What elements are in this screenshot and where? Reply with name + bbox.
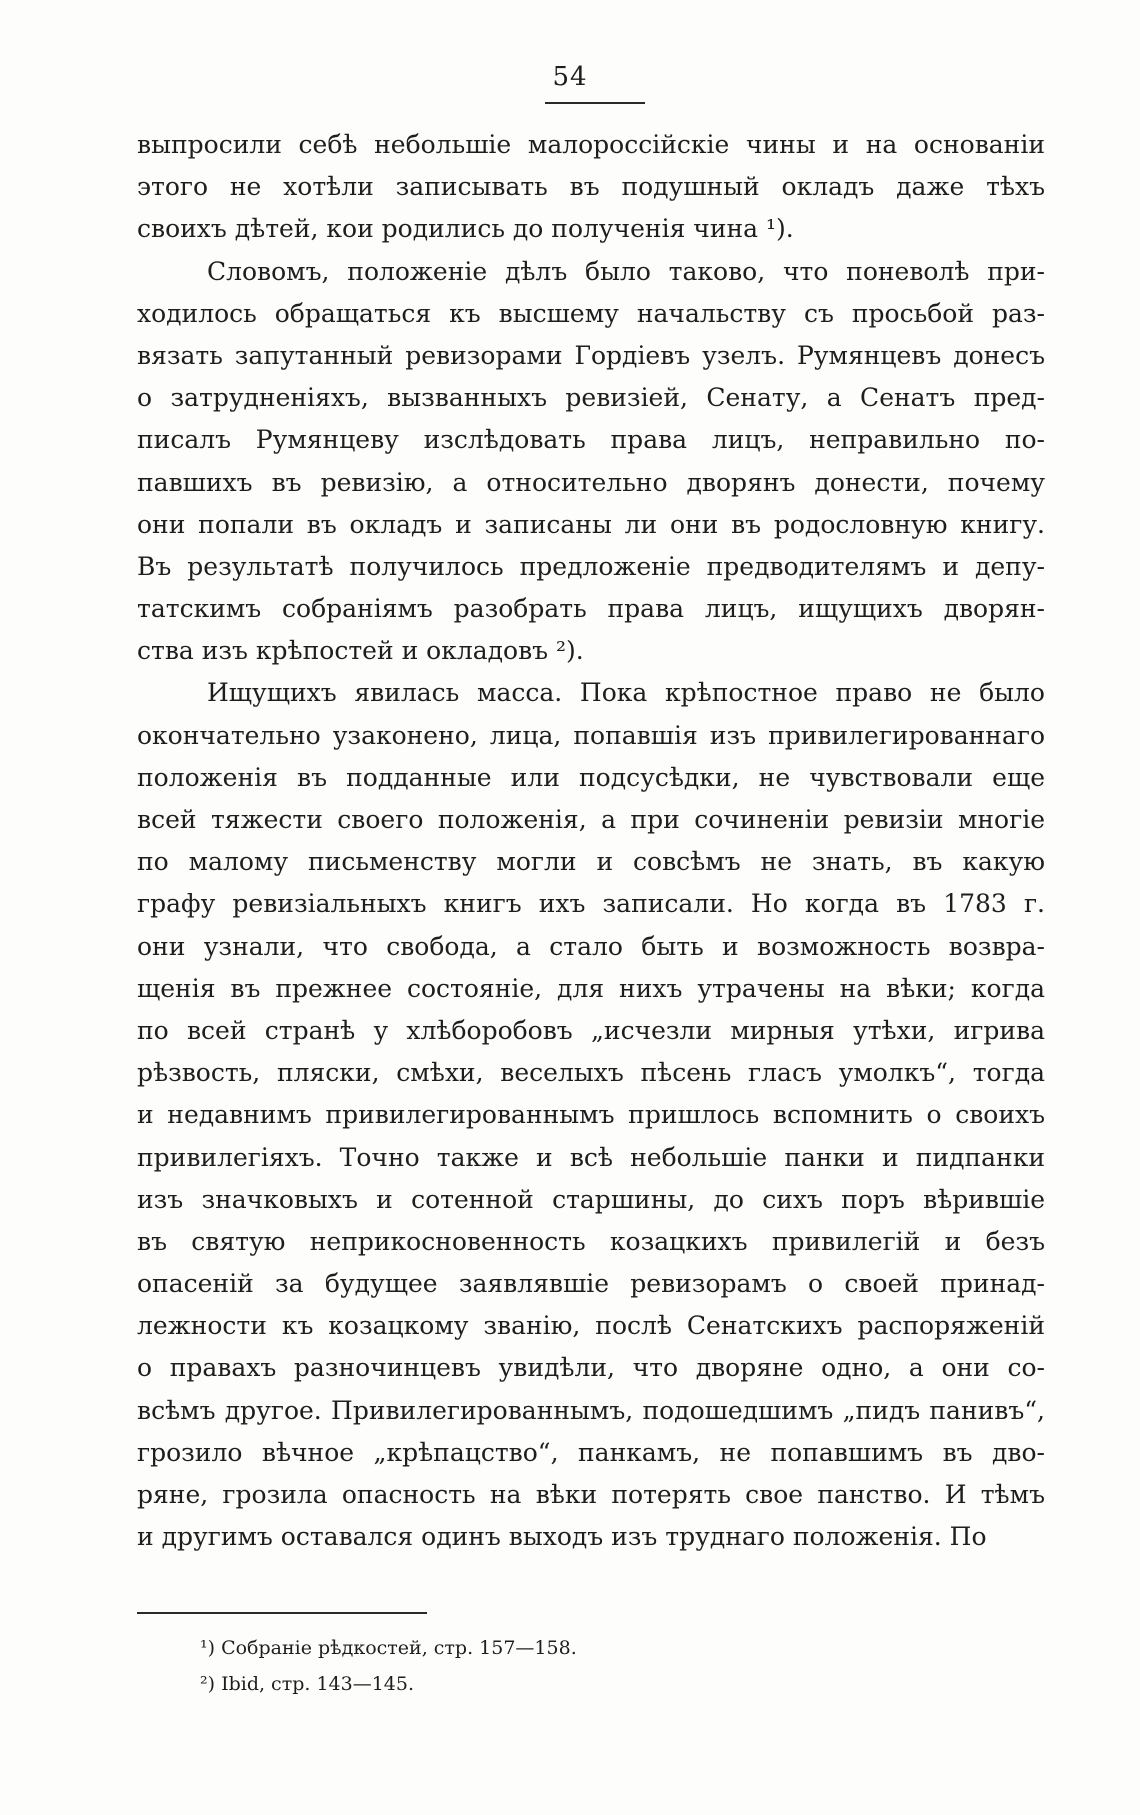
text-line: изъ значковыхъ и сотенной старшины, до сихъ поръ вѣрившіе xyxy=(137,1184,1045,1214)
text-line: положенія въ подданные или подсусѣдки, не чувствовали еще xyxy=(137,762,1045,792)
text-line: всѣмъ другое. Привилегированнымъ, подошедшимъ „пидъ панивъ“, xyxy=(137,1395,1045,1425)
footnotes xyxy=(200,1630,1000,1702)
text-line: и другимъ оставался одинъ выходъ изъ труднаго положенія. По xyxy=(137,1522,987,1552)
text-line: ходилось обращаться къ высшему начальству съ просьбой раз- xyxy=(137,298,1045,328)
paragraph xyxy=(137,251,1045,673)
text-line: о правахъ разночинцевъ увидѣли, что дворяне одно, а они со- xyxy=(137,1353,1045,1383)
text-line: по всей странѣ у хлѣборобовъ „исчезли мирныя утѣхи, игрива xyxy=(137,1015,1045,1045)
text-line: они узнали, что свобода, а стало быть и возможность возвра- xyxy=(137,931,1045,961)
paragraph xyxy=(137,672,1045,1558)
text-line: ряне, грозила опасность на вѣки потерять свое панство. И тѣмъ xyxy=(137,1480,1045,1509)
text-line: Ищущихъ явилась масса. Пока крѣпостное право не было xyxy=(207,678,1045,708)
text-line: они попали въ окладъ и записаны ли они въ родословную книгу. xyxy=(137,509,1045,539)
text-line: всей тяжести своего положенія, а при сочиненіи ревизіи многіе xyxy=(137,805,1045,834)
text-line: вязать запутанный ревизорами Гордіевъ узелъ. Румянцевъ донесъ xyxy=(137,340,1045,370)
text-line: щенія въ прежнее состояніе, для нихъ утрачены на вѣки; когда xyxy=(137,973,1045,1003)
text-line: ства изъ крѣпостей и окладовъ ²). xyxy=(137,636,584,666)
footnote-2: ²) Ibid, стр. 143—145. xyxy=(200,1673,415,1695)
paragraph xyxy=(137,124,1045,251)
text-line: грозило вѣчное „крѣпацство“, панкамъ, не попавшимъ въ дво- xyxy=(137,1437,1045,1467)
text-line: окончательно узаконено, лица, попавшія изъ привилегированнаго xyxy=(137,720,1045,750)
text-line: Въ результатѣ получилось предложеніе предводителямъ и депу- xyxy=(137,551,1045,581)
text-line: и недавнимъ привилегированнымъ пришлось вспомнить о своихъ xyxy=(137,1100,1045,1130)
text-line: татскимъ собраніямъ разобрать права лицъ, ищущихъ дворян- xyxy=(137,594,1045,624)
text-line: павшихъ въ ревизію, а относительно дворянъ донести, почему xyxy=(137,467,1045,497)
text-line: опасеній за будущее заявлявшіе ревизорамъ о своей принад- xyxy=(137,1269,1045,1299)
text-line: графу ревизіальныхъ книгъ ихъ записали. Но когда въ 1783 г. xyxy=(137,889,1045,919)
text-line: по малому письменству могли и совсѣмъ не знать, въ какую xyxy=(137,847,1045,877)
text-line: выпросили себѣ небольшіе малороссійскіе чины и на основаніи xyxy=(137,130,1045,159)
text-line: о затрудненіяхъ, вызванныхъ ревизіей, Сенату, а Сенатъ пред- xyxy=(137,383,1045,413)
text-line: въ святую неприкосновенность козацкихъ привилегій и безъ xyxy=(137,1226,1045,1256)
page-number-underline xyxy=(545,102,645,104)
text-line: привилегіяхъ. Точно также и всѣ небольшіе панки и пидпанки xyxy=(137,1142,1045,1172)
text-line: Словомъ, положеніе дѣлъ было таково, что поневолѣ при- xyxy=(207,256,1045,286)
text-line: лежности къ козацкому званію, послѣ Сенатскихъ распоряженій xyxy=(137,1311,1045,1341)
text-line: своихъ дѣтей, кои родились до полученія чина ¹). xyxy=(137,214,794,244)
footnote-separator xyxy=(137,1612,427,1614)
text-line: рѣзвость, пляски, смѣхи, веселыхъ пѣсень гласъ умолкъ“, тогда xyxy=(137,1058,1045,1088)
body-text xyxy=(137,124,1045,1558)
page-number: 54 xyxy=(552,62,588,92)
footnote-1: ¹) Собраніе рѣдкостей, стр. 157—158. xyxy=(200,1637,577,1659)
text-line: писалъ Румянцеву изслѣдовать права лицъ, неправильно по- xyxy=(137,425,1045,455)
text-line: этого не хотѣли записывать въ подушный окладъ даже тѣхъ xyxy=(137,172,1045,202)
